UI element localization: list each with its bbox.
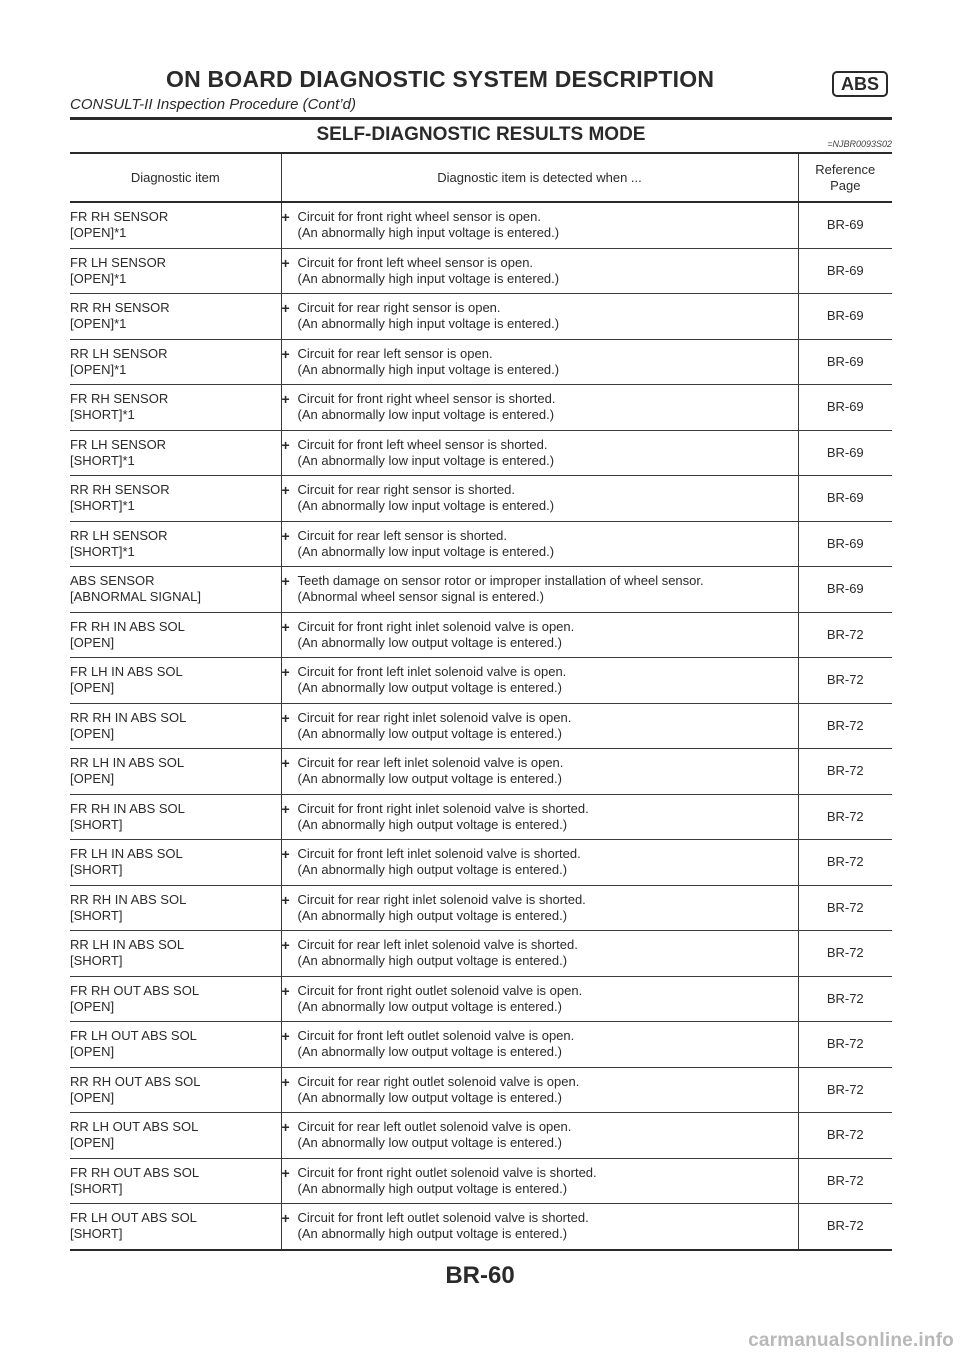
table-row — [70, 703, 892, 749]
diagnostic-item-name: RR RH SENSOR — [70, 300, 170, 316]
table-row — [70, 339, 892, 385]
bullet-icon: + — [281, 527, 290, 544]
reference-page: BR-69 — [826, 581, 864, 597]
diagnostic-item-name: RR RH OUT ABS SOL — [70, 1073, 201, 1089]
detection-condition: Circuit for rear right sensor is open. — [297, 300, 501, 316]
detection-condition: Circuit for front left inlet solenoid valve is open. — [297, 664, 567, 680]
detection-condition: Circuit for rear left sensor is shorted. — [297, 527, 508, 543]
detection-condition-cell — [281, 476, 798, 522]
reference-page-cell — [798, 430, 892, 476]
diagnostic-item-cell — [70, 612, 281, 658]
detection-condition: Circuit for front left outlet solenoid valve is open. — [297, 1028, 575, 1044]
table-row — [70, 1022, 892, 1068]
detection-voltage-note: (An abnormally high input voltage is entered.) — [297, 316, 560, 332]
reference-page: BR-72 — [826, 1081, 864, 1097]
diagnostic-item-state: [SHORT] — [70, 862, 123, 878]
reference-page: BR-72 — [826, 763, 864, 779]
reference-page: BR-69 — [826, 217, 864, 233]
bullet-icon: + — [281, 937, 290, 954]
detection-voltage-note: (An abnormally high output voltage is entered.) — [297, 907, 568, 923]
table-row — [70, 385, 892, 431]
detection-condition: Circuit for rear right inlet solenoid valve is shorted. — [297, 891, 586, 907]
detection-condition: Circuit for front left wheel sensor is open. — [297, 254, 534, 270]
diagnostic-item-state: [OPEN] — [70, 771, 115, 787]
diagnostic-item-state: [SHORT]*1 — [70, 407, 135, 423]
reference-page-cell — [798, 794, 892, 840]
bullet-icon: + — [281, 345, 290, 362]
diagnostic-item-cell — [70, 840, 281, 886]
diagnostic-item-state: [SHORT]*1 — [70, 498, 135, 514]
table-row — [70, 476, 892, 522]
diagnostic-item-cell — [70, 339, 281, 385]
header-title: ON BOARD DIAGNOSTIC SYSTEM DESCRIPTION — [166, 66, 715, 92]
bullet-icon: + — [281, 482, 290, 499]
diagnostic-item-name: FR RH OUT ABS SOL — [70, 1164, 200, 1180]
detection-voltage-note: (An abnormally high output voltage is entered.) — [297, 953, 568, 969]
reference-page: BR-72 — [826, 717, 864, 733]
detection-voltage-note: (An abnormally high output voltage is entered.) — [297, 1226, 568, 1242]
reference-page: BR-69 — [826, 262, 864, 278]
detection-voltage-note: (An abnormally low input voltage is entered.) — [297, 498, 555, 514]
bullet-icon: + — [281, 800, 290, 817]
detection-voltage-note: (An abnormally low output voltage is entered.) — [297, 680, 562, 696]
table-header-row — [70, 153, 892, 202]
diagnostic-item-state: [OPEN] — [70, 1089, 115, 1105]
table-row — [70, 976, 892, 1022]
reference-page: BR-72 — [826, 626, 864, 642]
diagnostic-item-name: ABS SENSOR — [70, 573, 155, 589]
column-header-reference-line2: Page — [830, 177, 861, 193]
diagnostic-item-cell — [70, 521, 281, 567]
detection-condition-cell — [281, 248, 798, 294]
detection-condition: Circuit for front right inlet solenoid valve is open. — [297, 618, 575, 634]
diagnostic-item-state: [OPEN]*1 — [70, 361, 127, 377]
diagnostic-item-cell — [70, 1204, 281, 1250]
detection-condition-cell — [281, 931, 798, 977]
detection-condition: Circuit for front left wheel sensor is shorted. — [297, 436, 548, 452]
reference-page-cell — [798, 385, 892, 431]
reference-page-cell — [798, 248, 892, 294]
table-row — [70, 885, 892, 931]
detection-condition: Circuit for rear left inlet solenoid valve is shorted. — [297, 937, 578, 953]
detection-condition: Circuit for front right outlet solenoid valve is open. — [297, 982, 583, 998]
section-code: =NJBR0093S02 — [827, 139, 892, 149]
reference-page-cell — [798, 1204, 892, 1250]
reference-page-cell — [798, 749, 892, 795]
detection-condition: Circuit for front right wheel sensor is shorted. — [297, 391, 556, 407]
detection-condition-cell — [281, 567, 798, 613]
diagnostic-item-name: RR RH IN ABS SOL — [70, 891, 187, 907]
bullet-icon: + — [281, 1210, 290, 1227]
reference-page-cell — [798, 658, 892, 704]
reference-page-cell — [798, 1158, 892, 1204]
diagnostic-item-state: [OPEN] — [70, 634, 115, 650]
table-row — [70, 749, 892, 795]
reference-page: BR-72 — [826, 1127, 864, 1143]
reference-page-cell — [798, 567, 892, 613]
table-row — [70, 294, 892, 340]
table-row — [70, 248, 892, 294]
diagnostic-item-cell — [70, 476, 281, 522]
detection-voltage-note: (Abnormal wheel sensor signal is entered.) — [297, 589, 544, 605]
diagnostic-item-name: RR RH SENSOR — [70, 482, 170, 498]
diagnostic-item-state: [OPEN] — [70, 1135, 115, 1151]
diagnostic-item-cell — [70, 976, 281, 1022]
diagnostic-table — [70, 152, 892, 1251]
reference-page-cell — [798, 976, 892, 1022]
reference-page-cell — [798, 202, 892, 248]
diagnostic-item-name: FR RH SENSOR — [70, 391, 169, 407]
bullet-icon: + — [281, 436, 290, 453]
detection-voltage-note: (An abnormally low output voltage is entered.) — [297, 1044, 562, 1060]
detection-condition-cell — [281, 521, 798, 567]
detection-voltage-note: (An abnormally low output voltage is entered.) — [297, 1089, 562, 1105]
detection-voltage-note: (An abnormally low input voltage is entered.) — [297, 543, 555, 559]
diagnostic-item-state: [SHORT] — [70, 816, 123, 832]
detection-voltage-note: (An abnormally high input voltage is entered.) — [297, 361, 560, 377]
bullet-icon: + — [281, 300, 290, 317]
diagnostic-item-cell — [70, 931, 281, 977]
detection-condition: Circuit for rear right sensor is shorted. — [297, 482, 515, 498]
bullet-icon: + — [281, 1073, 290, 1090]
diagnostic-item-name: RR RH IN ABS SOL — [70, 709, 187, 725]
reference-page: BR-72 — [826, 808, 864, 824]
table-row — [70, 1067, 892, 1113]
detection-condition: Circuit for rear right outlet solenoid valve is open. — [297, 1073, 580, 1089]
diagnostic-item-state: [OPEN]*1 — [70, 316, 127, 332]
page-number: BR-60 — [445, 1262, 515, 1289]
detection-condition: Circuit for rear left inlet solenoid valve is open. — [297, 755, 564, 771]
bullet-icon: + — [281, 618, 290, 635]
diagnostic-item-state: [OPEN]*1 — [70, 225, 127, 241]
diagnostic-item-name: FR LH OUT ABS SOL — [70, 1210, 197, 1226]
diagnostic-item-cell — [70, 1113, 281, 1159]
table-row — [70, 1158, 892, 1204]
detection-condition: Circuit for rear right inlet solenoid valve is open. — [297, 709, 572, 725]
diagnostic-item-cell — [70, 430, 281, 476]
reference-page-cell — [798, 339, 892, 385]
diagnostic-item-name: RR LH IN ABS SOL — [70, 755, 185, 771]
section-title: SELF-DIAGNOSTIC RESULTS MODE — [316, 124, 646, 145]
column-header-reference-line1: Reference — [815, 161, 876, 177]
reference-page-cell — [798, 1022, 892, 1068]
diagnostic-item-state: [SHORT] — [70, 907, 123, 923]
diagnostic-item-cell — [70, 885, 281, 931]
bullet-icon: + — [281, 664, 290, 681]
diagnostic-item-state: [ABNORMAL SIGNAL] — [70, 589, 201, 605]
diagnostic-item-cell — [70, 703, 281, 749]
reference-page: BR-72 — [826, 990, 864, 1006]
diagnostic-item-name: RR LH IN ABS SOL — [70, 937, 185, 953]
diagnostic-item-name: RR LH OUT ABS SOL — [70, 1119, 199, 1135]
diagnostic-item-state: [OPEN] — [70, 725, 115, 741]
diagnostic-item-name: FR RH SENSOR — [70, 209, 169, 225]
reference-page: BR-69 — [826, 399, 864, 415]
bullet-icon: + — [281, 755, 290, 772]
detection-condition: Circuit for front left outlet solenoid valve is shorted. — [297, 1210, 589, 1226]
diagnostic-item-name: FR RH OUT ABS SOL — [70, 982, 200, 998]
detection-condition-cell — [281, 885, 798, 931]
table-row — [70, 931, 892, 977]
diagnostic-item-name: FR LH SENSOR — [70, 436, 167, 452]
diagnostic-item-state: [OPEN] — [70, 680, 115, 696]
reference-page-cell — [798, 294, 892, 340]
bullet-icon: + — [281, 709, 290, 726]
header-divider — [70, 117, 892, 120]
reference-page: BR-72 — [826, 945, 864, 961]
detection-voltage-note: (An abnormally low input voltage is entered.) — [297, 407, 555, 423]
diagnostic-item-cell — [70, 248, 281, 294]
table-row — [70, 1113, 892, 1159]
detection-condition: Circuit for front left inlet solenoid valve is shorted. — [297, 846, 581, 862]
detection-voltage-note: (An abnormally low output voltage is entered.) — [297, 1135, 562, 1151]
detection-condition-cell — [281, 430, 798, 476]
diagnostic-item-state: [SHORT] — [70, 953, 123, 969]
reference-page: BR-69 — [826, 308, 864, 324]
reference-page: BR-72 — [826, 1218, 864, 1234]
table-row — [70, 840, 892, 886]
diagnostic-item-state: [OPEN] — [70, 1044, 115, 1060]
reference-page: BR-69 — [826, 353, 864, 369]
section-badge: ABS — [832, 71, 888, 97]
bullet-icon: + — [281, 254, 290, 271]
diagnostic-item-state: [OPEN] — [70, 998, 115, 1014]
column-header-item: Diagnostic item — [70, 153, 281, 202]
header-subtitle: CONSULT-II Inspection Procedure (Cont’d) — [70, 96, 356, 113]
detection-condition: Circuit for front right outlet solenoid valve is shorted. — [297, 1164, 597, 1180]
detection-voltage-note: (An abnormally low output voltage is entered.) — [297, 998, 562, 1014]
detection-condition-cell — [281, 1067, 798, 1113]
detection-voltage-note: (An abnormally high output voltage is entered.) — [297, 816, 568, 832]
detection-voltage-note: (An abnormally high output voltage is entered.) — [297, 1180, 568, 1196]
diagnostic-item-cell — [70, 385, 281, 431]
bullet-icon: + — [281, 1119, 290, 1136]
diagnostic-item-state: [SHORT] — [70, 1180, 123, 1196]
bullet-icon: + — [281, 391, 290, 408]
column-header-reference — [798, 153, 892, 202]
detection-condition-cell — [281, 1204, 798, 1250]
diagnostic-item-name: RR LH SENSOR — [70, 527, 168, 543]
detection-voltage-note: (An abnormally high input voltage is entered.) — [297, 225, 560, 241]
diagnostic-item-cell — [70, 1022, 281, 1068]
reference-page-cell — [798, 476, 892, 522]
detection-voltage-note: (An abnormally low input voltage is entered.) — [297, 452, 555, 468]
detection-condition-cell — [281, 1158, 798, 1204]
diagnostic-item-state: [SHORT]*1 — [70, 543, 135, 559]
detection-condition-cell — [281, 840, 798, 886]
diagnostic-item-cell — [70, 749, 281, 795]
reference-page: BR-69 — [826, 535, 864, 551]
detection-condition-cell — [281, 1113, 798, 1159]
diagnostic-item-state: [SHORT] — [70, 1226, 123, 1242]
reference-page-cell — [798, 1113, 892, 1159]
detection-voltage-note: (An abnormally low output voltage is entered.) — [297, 725, 562, 741]
bullet-icon: + — [281, 1164, 290, 1181]
detection-voltage-note: (An abnormally high output voltage is entered.) — [297, 862, 568, 878]
diagnostic-item-name: FR LH IN ABS SOL — [70, 846, 183, 862]
bullet-icon: + — [281, 982, 290, 999]
table-row — [70, 794, 892, 840]
diagnostic-item-cell — [70, 567, 281, 613]
table-row — [70, 430, 892, 476]
reference-page: BR-69 — [826, 444, 864, 460]
diagnostic-item-name: FR LH IN ABS SOL — [70, 664, 183, 680]
column-header-detected: Diagnostic item is detected when ... — [281, 153, 798, 202]
reference-page: BR-72 — [826, 899, 864, 915]
diagnostic-item-cell — [70, 1158, 281, 1204]
reference-page: BR-72 — [826, 672, 864, 688]
diagnostic-item-name: FR RH IN ABS SOL — [70, 800, 185, 816]
table-row — [70, 658, 892, 704]
diagnostic-item-state: [OPEN]*1 — [70, 270, 127, 286]
reference-page: BR-72 — [826, 1036, 864, 1052]
detection-condition-cell — [281, 294, 798, 340]
diagnostic-item-name: FR LH SENSOR — [70, 254, 167, 270]
detection-voltage-note: (An abnormally high input voltage is entered.) — [297, 270, 560, 286]
diagnostic-item-name: RR LH SENSOR — [70, 345, 168, 361]
table-row — [70, 1204, 892, 1250]
diagnostic-item-state: [SHORT]*1 — [70, 452, 135, 468]
reference-page-cell — [798, 612, 892, 658]
bullet-icon: + — [281, 209, 290, 226]
detection-condition-cell — [281, 385, 798, 431]
reference-page: BR-72 — [826, 854, 864, 870]
reference-page-cell — [798, 931, 892, 977]
detection-condition-cell — [281, 339, 798, 385]
detection-condition-cell — [281, 749, 798, 795]
table-row — [70, 612, 892, 658]
diagnostic-item-cell — [70, 1067, 281, 1113]
detection-voltage-note: (An abnormally low output voltage is entered.) — [297, 634, 562, 650]
table-row — [70, 202, 892, 248]
diagnostic-item-name: FR LH OUT ABS SOL — [70, 1028, 197, 1044]
detection-condition-cell — [281, 1022, 798, 1068]
table-row — [70, 521, 892, 567]
diagnostic-item-cell — [70, 658, 281, 704]
bullet-icon: + — [281, 1028, 290, 1045]
detection-voltage-note: (An abnormally low output voltage is entered.) — [297, 771, 562, 787]
diagnostic-item-cell — [70, 202, 281, 248]
bullet-icon: + — [281, 846, 290, 863]
reference-page-cell — [798, 1067, 892, 1113]
bullet-icon: + — [281, 891, 290, 908]
diagnostic-item-cell — [70, 794, 281, 840]
detection-condition-cell — [281, 658, 798, 704]
detection-condition: Circuit for rear left sensor is open. — [297, 345, 493, 361]
reference-page-cell — [798, 885, 892, 931]
detection-condition-cell — [281, 202, 798, 248]
detection-condition: Circuit for rear left outlet solenoid valve is open. — [297, 1119, 572, 1135]
diagnostic-item-name: FR RH IN ABS SOL — [70, 618, 185, 634]
table-row — [70, 567, 892, 613]
reference-page-cell — [798, 840, 892, 886]
reference-page-cell — [798, 703, 892, 749]
reference-page-cell — [798, 521, 892, 567]
watermark: carmanualsonline.info — [748, 1330, 954, 1351]
detection-condition-cell — [281, 703, 798, 749]
reference-page: BR-72 — [826, 1172, 864, 1188]
detection-condition-cell — [281, 794, 798, 840]
bullet-icon: + — [281, 573, 290, 590]
diagnostic-item-cell — [70, 294, 281, 340]
detection-condition: Circuit for front right wheel sensor is open. — [297, 209, 541, 225]
reference-page: BR-69 — [826, 490, 864, 506]
detection-condition-cell — [281, 612, 798, 658]
detection-condition-cell — [281, 976, 798, 1022]
detection-condition: Circuit for front right inlet solenoid valve is shorted. — [297, 800, 589, 816]
detection-condition: Teeth damage on sensor rotor or improper installation of wheel sensor. — [297, 573, 704, 589]
